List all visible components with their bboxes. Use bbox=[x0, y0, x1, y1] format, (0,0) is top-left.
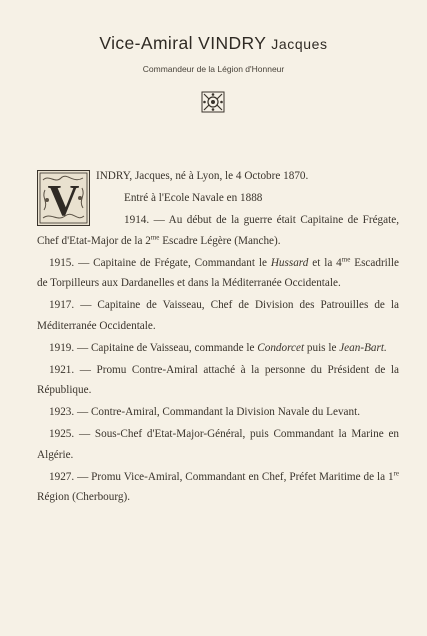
intro-line-1: INDRY, Jacques, né à Lyon, le 4 Octobre 1870. bbox=[96, 170, 309, 182]
entry-1919: 1919. — Capitaine de Vaisseau, commande le Condorcet puis le Jean-Bart. bbox=[49, 341, 387, 354]
entry-1927: 1927. — Promu Vice-Amiral, Commandant en Chef, Préfet Maritime de la 1re Région (Cherbourg). bbox=[37, 469, 399, 504]
biography bbox=[37, 166, 399, 509]
dropcap-letter: V bbox=[47, 176, 80, 225]
intro-line-2: Entré à l'Ecole Navale en 1888 bbox=[124, 191, 263, 204]
entry-1917: 1917. — Capitaine de Vaisseau, Chef de Division des Patrouilles de la Méditerranée Occidentale. bbox=[37, 299, 399, 332]
page-subtitle: Commandeur de la Légion d'Honneur bbox=[142, 64, 285, 74]
floral-ornament-icon bbox=[201, 91, 225, 113]
entry-1925: 1925. — Sous-Chef d'Etat-Major-Général, puis Commandant la Marine en Algérie. bbox=[37, 428, 399, 461]
entry-1921: 1921. — Promu Contre-Amiral attaché à la personne du Président de la République. bbox=[37, 363, 399, 397]
title-main: Vice-Amiral VINDRY bbox=[99, 33, 267, 53]
entry-1923: 1923. — Contre-Amiral, Commandant la Division Navale du Levant. bbox=[49, 406, 361, 419]
entry-1915: 1915. — Capitaine de Frégate, Commandant le Hussard et la $4^{me}$ Escadrille de Torpilleurs aux Dardanelles et dans la Méditerranée Occidentale. bbox=[37, 254, 399, 290]
title-firstname: Jacques bbox=[271, 36, 328, 52]
page-title bbox=[0, 33, 427, 54]
ornate-initial-v-icon bbox=[37, 170, 90, 226]
entry-1914: 1914. — Au début de la guerre était Capitaine de Frégate, Chef d'Etat-Major de la $2^{me}$ Escadre Légère (Manche). bbox=[37, 213, 399, 247]
